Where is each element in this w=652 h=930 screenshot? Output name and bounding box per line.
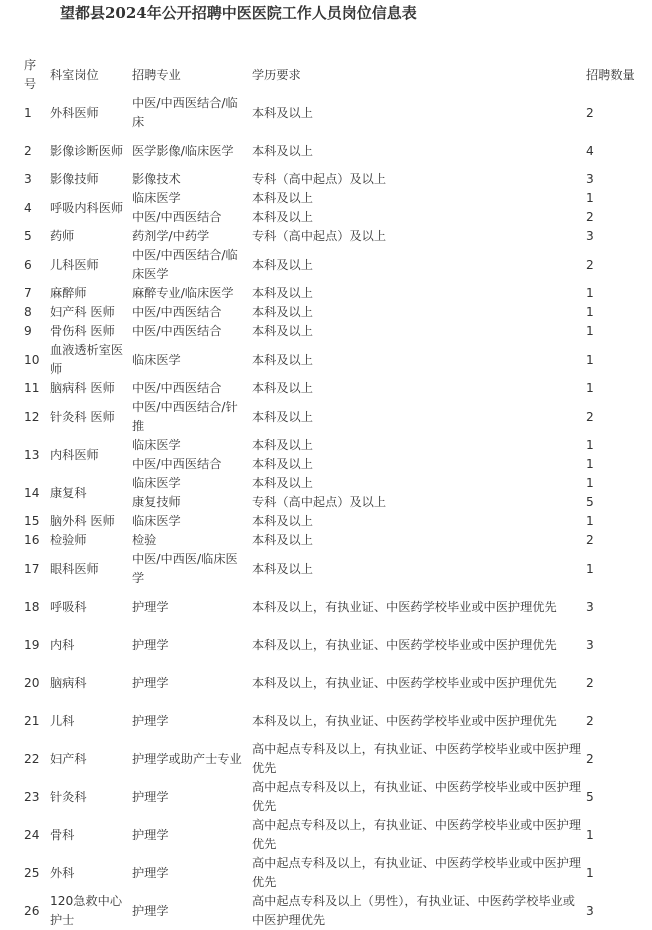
table-row — [20, 379, 640, 398]
row-edu: 本科及以上 — [252, 210, 313, 224]
table-row — [20, 398, 640, 436]
row-major: 中医/中西医结合/临床 — [132, 96, 238, 129]
row-dept: 妇产科 — [50, 751, 87, 766]
row-count: 1 — [586, 561, 594, 576]
row-count: 2 — [586, 257, 594, 272]
row-dept: 眼科医师 — [50, 561, 99, 576]
table-row — [20, 626, 640, 664]
row-major: 康复技师 — [132, 495, 181, 509]
row-number: 17 — [24, 561, 40, 576]
row-number: 14 — [24, 485, 40, 500]
row-major: 医学影像/临床医学 — [132, 143, 234, 158]
row-edu: 本科及以上 — [252, 352, 313, 367]
row-count: 1 — [586, 457, 594, 471]
row-edu: 本科及以上，有执业证、中医药学校毕业或中医护理优先 — [252, 637, 557, 652]
header-no: 序号 — [24, 58, 37, 91]
table-row — [20, 227, 640, 246]
row-major: 中医/中西医结合 — [132, 457, 222, 471]
row-number: 18 — [24, 599, 40, 614]
row-major: 麻醉专业/临床医学 — [132, 286, 234, 300]
table-row — [20, 778, 640, 816]
row-number: 13 — [24, 447, 40, 462]
row-major: 护理学 — [132, 865, 169, 880]
row-major: 护理学 — [132, 637, 169, 652]
row-count: 3 — [586, 599, 594, 614]
table-row — [20, 189, 640, 208]
row-number: 16 — [24, 533, 40, 547]
row-edu: 本科及以上 — [252, 409, 313, 424]
row-dept: 120急救中心护士 — [50, 894, 123, 927]
row-number: 24 — [24, 827, 40, 842]
row-dept: 脑外科 医师 — [50, 514, 115, 528]
table-row — [20, 512, 640, 531]
table-row — [20, 531, 640, 550]
row-number: 10 — [24, 352, 40, 367]
row-edu: 本科及以上 — [252, 105, 313, 120]
row-major: 护理学 — [132, 903, 169, 918]
row-edu: 专科（高中起点）及以上 — [252, 229, 387, 243]
table-row — [20, 588, 640, 626]
row-dept: 外科 — [50, 865, 75, 880]
row-dept: 麻醉师 — [50, 286, 87, 300]
table-row — [20, 816, 640, 854]
row-number: 22 — [24, 751, 40, 766]
row-edu: 本科及以上 — [252, 381, 313, 395]
row-count: 1 — [586, 191, 594, 205]
table-row — [20, 550, 640, 588]
row-count: 1 — [586, 438, 594, 452]
row-major: 药剂学/中药学 — [132, 229, 210, 243]
row-number: 1 — [24, 105, 32, 120]
row-count: 2 — [586, 713, 594, 728]
row-edu: 本科及以上 — [252, 305, 313, 319]
table-row — [20, 892, 640, 930]
row-major: 护理学 — [132, 675, 169, 690]
table-row — [20, 94, 640, 132]
row-major: 中医/中西医结合 — [132, 305, 222, 319]
row-count: 1 — [586, 865, 594, 880]
table-row — [20, 341, 640, 379]
row-edu: 本科及以上 — [252, 257, 313, 272]
table-row — [20, 246, 640, 284]
table-row — [20, 436, 640, 455]
row-number: 9 — [24, 324, 32, 338]
row-major: 临床医学 — [132, 352, 181, 367]
row-count: 3 — [586, 229, 594, 243]
row-dept: 内科 — [50, 637, 75, 652]
row-major: 护理学 — [132, 599, 169, 614]
table-row — [20, 132, 640, 170]
row-count: 1 — [586, 827, 594, 842]
row-count: 1 — [586, 381, 594, 395]
row-edu: 专科（高中起点）及以上 — [252, 495, 387, 509]
row-count: 2 — [586, 751, 594, 766]
row-edu: 本科及以上 — [252, 143, 313, 158]
row-count: 5 — [586, 789, 594, 804]
header-count: 招聘数量 — [586, 67, 635, 82]
row-number: 2 — [24, 143, 32, 158]
row-edu: 本科及以上 — [252, 324, 313, 338]
row-edu: 本科及以上，有执业证、中医药学校毕业或中医护理优先 — [252, 713, 557, 728]
row-count: 2 — [586, 409, 594, 424]
job-info-table — [20, 56, 640, 930]
row-major: 中医/中西医结合 — [132, 210, 222, 224]
row-major: 护理学 — [132, 827, 169, 842]
table-body — [20, 94, 640, 930]
row-number: 15 — [24, 514, 40, 528]
row-count: 1 — [586, 324, 594, 338]
table-row — [20, 322, 640, 341]
row-dept: 针灸科 医师 — [50, 409, 115, 424]
row-count: 1 — [586, 352, 594, 367]
row-number: 8 — [24, 305, 32, 319]
row-edu: 高中起点专科及以上，有执业证、中医药学校毕业或中医护理优先 — [252, 780, 582, 813]
row-major: 临床医学 — [132, 438, 181, 452]
row-number: 23 — [24, 789, 40, 804]
row-dept: 外科医师 — [50, 105, 99, 120]
table-row — [20, 740, 640, 778]
row-edu: 本科及以上 — [252, 533, 313, 547]
row-dept: 检验师 — [50, 533, 87, 547]
row-number: 25 — [24, 865, 40, 880]
table-header-row — [20, 56, 640, 94]
row-major: 影像技术 — [132, 172, 181, 186]
row-dept: 药师 — [50, 229, 75, 243]
row-count: 1 — [586, 476, 594, 490]
row-dept: 儿科医师 — [50, 257, 99, 272]
row-edu: 本科及以上，有执业证、中医药学校毕业或中医护理优先 — [252, 599, 557, 614]
row-number: 3 — [24, 172, 32, 186]
row-number: 11 — [24, 381, 40, 395]
row-dept: 妇产科 医师 — [50, 305, 115, 319]
row-edu: 本科及以上 — [252, 561, 313, 576]
row-number: 6 — [24, 257, 32, 272]
row-edu: 本科及以上 — [252, 457, 313, 471]
row-edu: 高中起点专科及以上（男性），有执业证、中医药学校毕业或中医护理优先 — [252, 894, 575, 927]
row-dept: 骨科 — [50, 827, 75, 842]
header-edu: 学历要求 — [252, 67, 301, 82]
row-count: 2 — [586, 210, 594, 224]
row-major: 护理学 — [132, 713, 169, 728]
header-dept: 科室岗位 — [50, 67, 99, 82]
table-row — [20, 664, 640, 702]
row-number: 5 — [24, 229, 32, 243]
row-number: 19 — [24, 637, 40, 652]
row-dept: 影像诊断医师 — [50, 143, 124, 158]
row-edu: 高中起点专科及以上，有执业证、中医药学校毕业或中医护理优先 — [252, 856, 582, 889]
row-major: 临床医学 — [132, 191, 181, 205]
row-number: 26 — [24, 903, 40, 918]
header-major: 招聘专业 — [132, 67, 181, 82]
table-row — [20, 170, 640, 189]
row-number: 4 — [24, 200, 32, 215]
row-dept: 康复科 — [50, 485, 87, 500]
row-number: 21 — [24, 713, 40, 728]
row-edu: 本科及以上 — [252, 438, 313, 452]
row-major: 护理学 — [132, 789, 169, 804]
row-dept: 脑病科 医师 — [50, 381, 115, 395]
row-major: 中医/中西医/临床医学 — [132, 552, 238, 585]
row-major: 中医/中西医结合 — [132, 324, 222, 338]
row-edu: 高中起点专科及以上，有执业证、中医药学校毕业或中医护理优先 — [252, 818, 582, 851]
row-count: 1 — [586, 286, 594, 300]
row-count: 2 — [586, 675, 594, 690]
row-major: 检验 — [132, 533, 157, 547]
row-major: 中医/中西医结合/针推 — [132, 400, 238, 433]
row-major: 中医/中西医结合 — [132, 381, 222, 395]
row-dept: 内科医师 — [50, 447, 99, 462]
row-edu: 高中起点专科及以上，有执业证、中医药学校毕业或中医护理优先 — [252, 742, 582, 775]
row-dept: 呼吸内科医师 — [50, 200, 124, 215]
row-dept: 儿科 — [50, 713, 75, 728]
table-row — [20, 702, 640, 740]
row-major: 临床医学 — [132, 514, 181, 528]
page-title: 望都县2024年公开招聘中医医院工作人员岗位信息表 — [60, 4, 417, 22]
row-count: 3 — [586, 903, 594, 918]
row-number: 20 — [24, 675, 40, 690]
row-major: 护理学或助产士专业 — [132, 751, 242, 766]
row-major: 临床医学 — [132, 476, 181, 490]
row-count: 1 — [586, 514, 594, 528]
row-edu: 本科及以上 — [252, 191, 313, 205]
row-count: 2 — [586, 533, 594, 547]
row-dept: 呼吸科 — [50, 599, 87, 614]
row-dept: 针灸科 — [50, 789, 87, 804]
row-dept: 骨伤科 医师 — [50, 324, 115, 338]
row-edu: 本科及以上 — [252, 476, 313, 490]
table-row — [20, 474, 640, 493]
row-dept: 影像技师 — [50, 172, 99, 186]
row-major: 中医/中西医结合/临床医学 — [132, 248, 238, 281]
row-count: 5 — [586, 495, 594, 509]
row-edu: 本科及以上，有执业证、中医药学校毕业或中医护理优先 — [252, 675, 557, 690]
row-count: 3 — [586, 637, 594, 652]
row-number: 7 — [24, 286, 32, 300]
row-count: 4 — [586, 143, 594, 158]
row-count: 2 — [586, 105, 594, 120]
row-count: 3 — [586, 172, 594, 186]
row-count: 1 — [586, 305, 594, 319]
row-dept: 脑病科 — [50, 675, 87, 690]
table-row — [20, 303, 640, 322]
row-dept: 血液透析室医师 — [50, 343, 124, 376]
row-edu: 本科及以上 — [252, 514, 313, 528]
row-edu: 本科及以上 — [252, 286, 313, 300]
table-row — [20, 854, 640, 892]
row-number: 12 — [24, 409, 40, 424]
table-row — [20, 284, 640, 303]
row-edu: 专科（高中起点）及以上 — [252, 172, 387, 186]
